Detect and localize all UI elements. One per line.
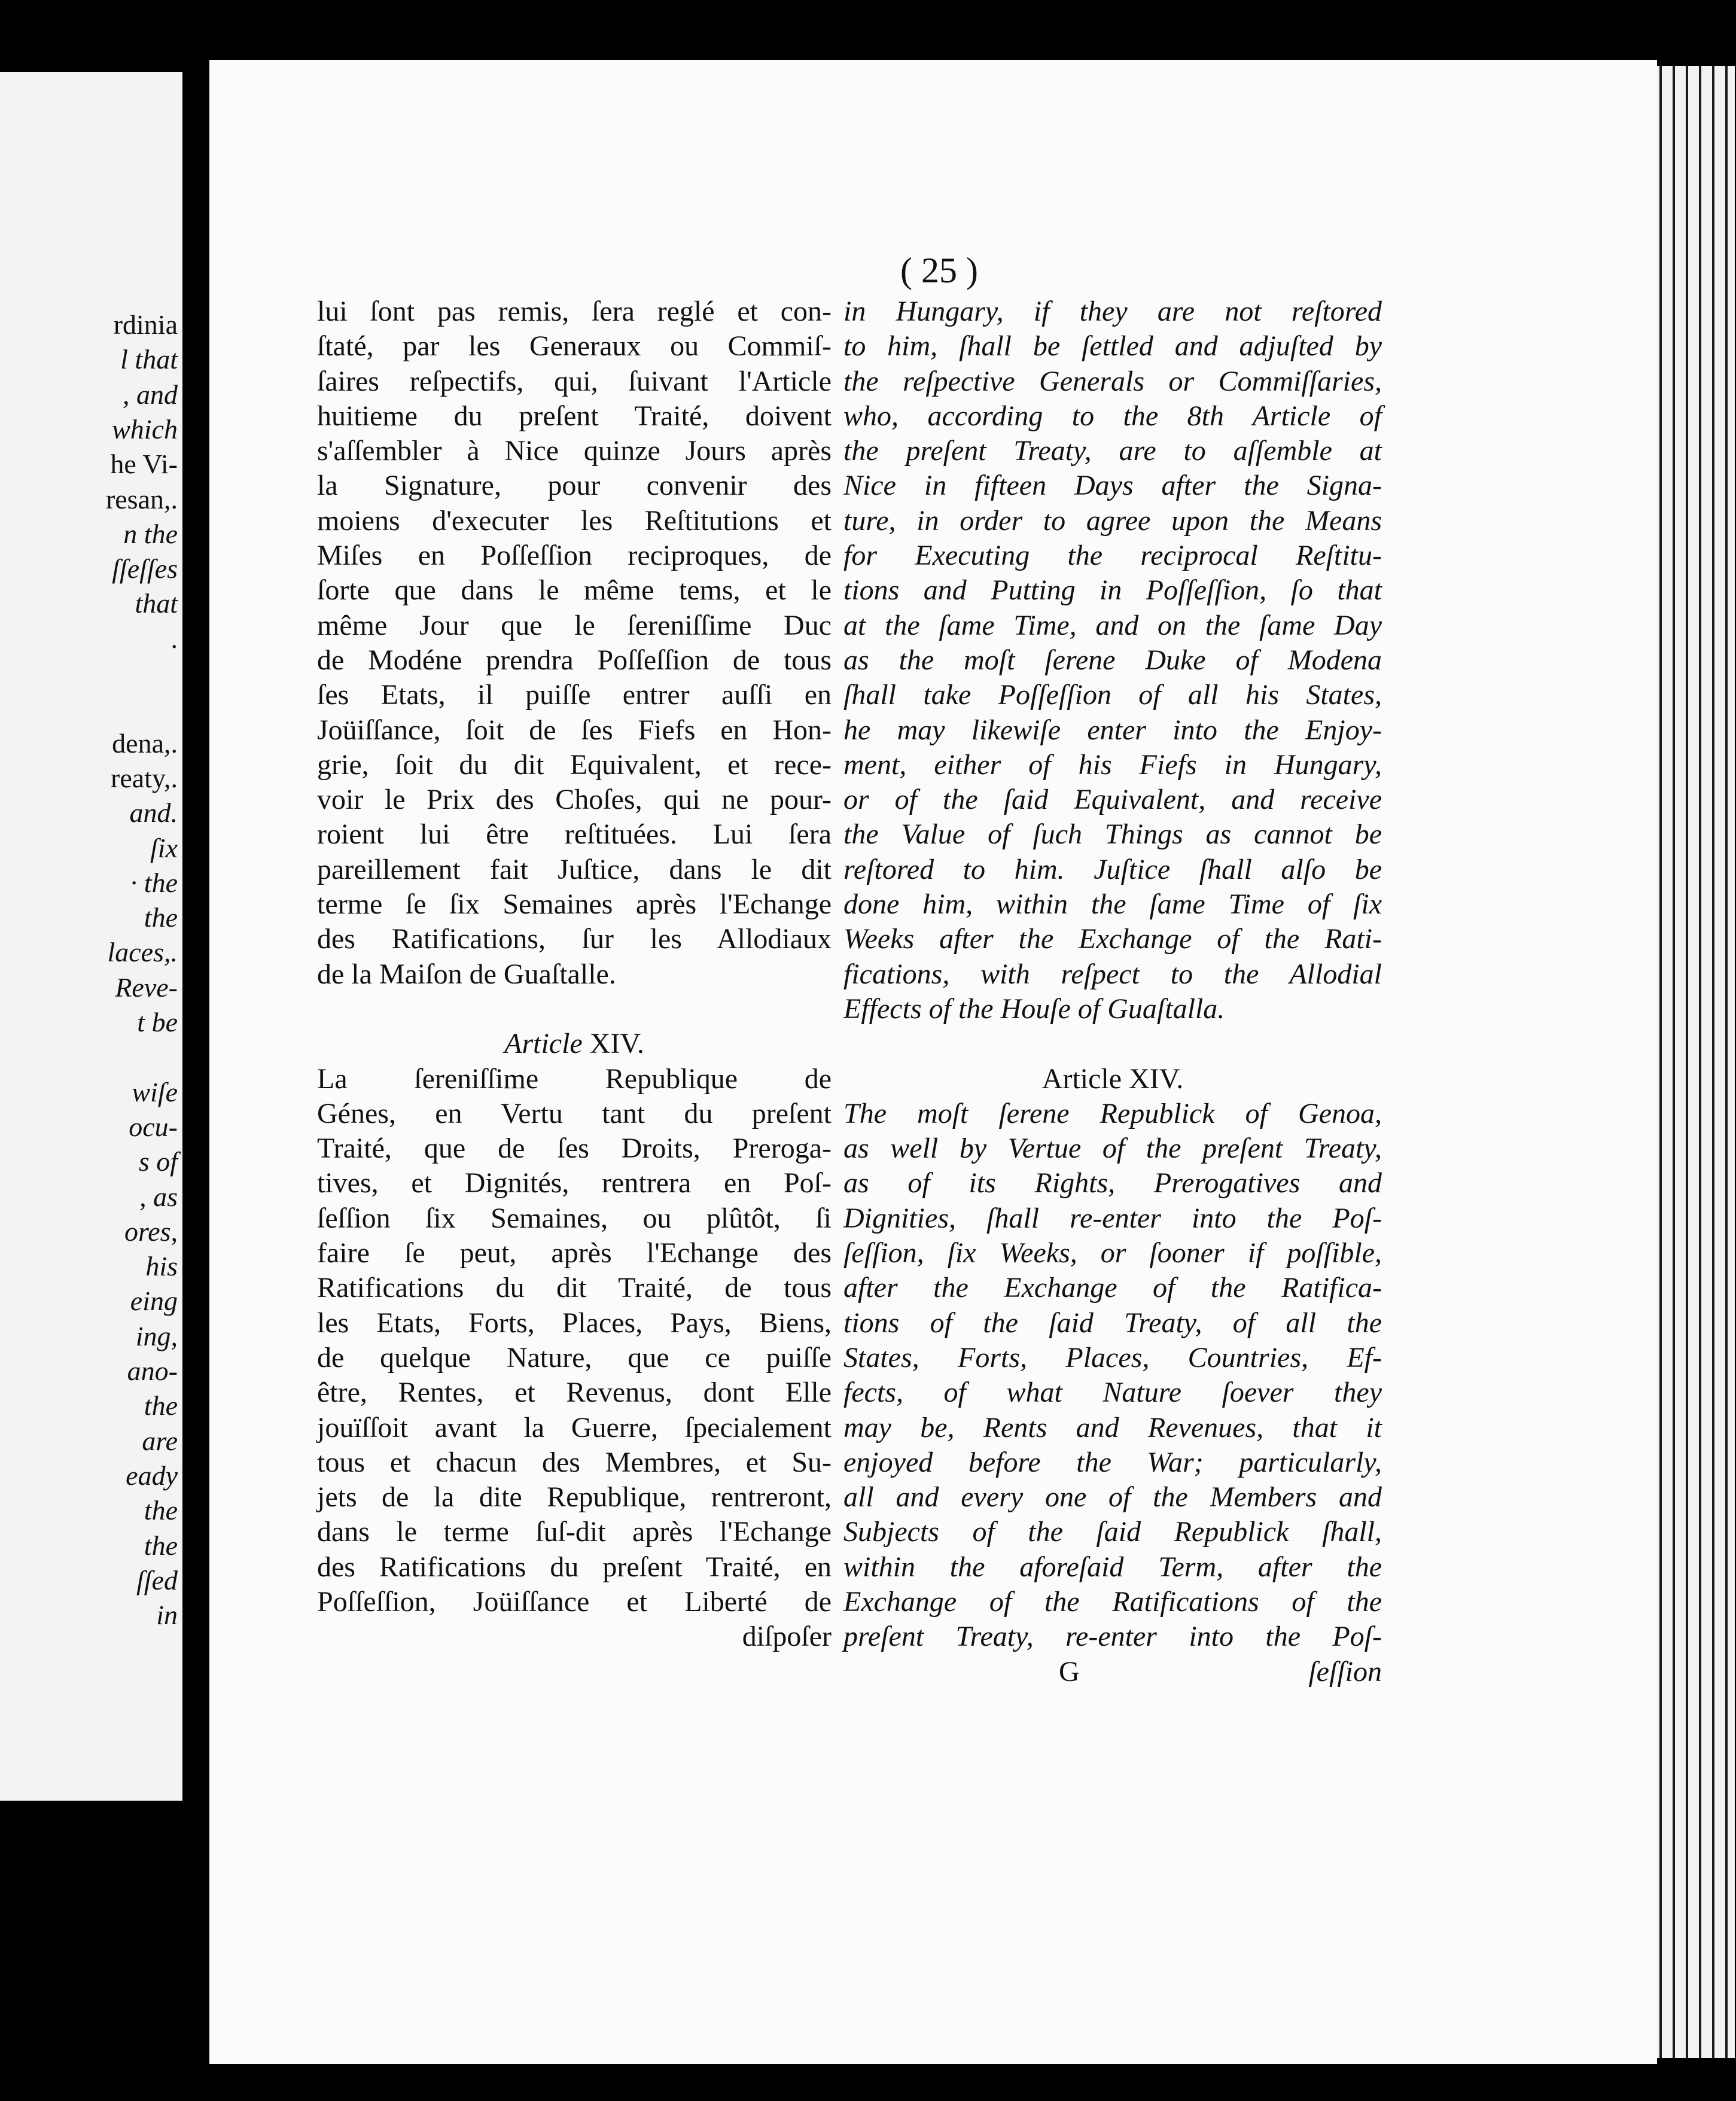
left-page-fragment: rdinia [113,309,178,340]
text-line: enjoyed before the War; particularly, [843,1446,1382,1478]
text-line: within the aforeſaid Term, after the [843,1551,1382,1583]
previous-page-edge [0,72,182,1801]
left-page-fragment: eady [126,1460,178,1491]
left-page-fragment: . [170,623,178,654]
text-line: after the Exchange of the Ratifica- [843,1272,1382,1304]
text-line: Poſſeſſion, Joüiſſance et Liberté de [317,1585,832,1618]
text-line: des Ratifications, ſur les Allodiaux [317,923,832,955]
text-line: Weeks after the Exchange of the Rati- [843,923,1382,955]
left-page-fragment: , and [123,379,178,410]
left-page-fragment: his [145,1251,178,1282]
left-page-fragment: he Vi- [110,449,178,480]
left-page-fragment: ano- [127,1356,178,1386]
left-page-fragment: ing, [135,1320,178,1351]
text-line: done him, within the ſame Time of ſix [843,888,1382,921]
text-line: States, Forts, Places, Countries, Ef- [843,1341,1382,1374]
text-line: Nice in fifteen Days after the Signa- [843,470,1382,502]
text-line: fications, with reſpect to the Allodial [843,958,1382,990]
french-paragraph-1 [317,294,832,992]
english-paragraph-1 [843,294,1382,1027]
text-line: lui ſont pas remis, ſera reglé et con- [317,296,832,327]
left-page-fragment: l that [120,344,178,375]
left-page-fragment: t be [137,1007,178,1037]
left-page-fragment: , as [139,1181,178,1212]
text-line: de quelque Nature, que ce puiſſe [317,1341,832,1374]
text-line: tous et chacun des Membres, et Su- [317,1446,832,1478]
text-line: for Executing the reciprocal Reſtitu- [843,540,1382,572]
text-line: des Ratifications du preſent Traité, en [317,1551,832,1583]
text-line: tions and Putting in Poſſeſſion, ſo that [843,574,1382,607]
left-page-fragment: wiſe [132,1076,178,1107]
text-line: dans le terme ſuſ-dit après l'Echange [317,1516,832,1548]
english-paragraph-2 [843,1097,1382,1655]
french-paragraph-2 [317,1062,832,1620]
text-line: faire ſe peut, après l'Echange des [317,1237,832,1269]
page-number: ( 25 ) [900,251,978,290]
text-line: s'aſſembler à Nice quinze Jours après [317,435,832,467]
left-page-fragment: ſſeſſes [112,553,178,584]
document-page [209,60,1657,2064]
text-line: or of the ſaid Equivalent, and receive [843,784,1382,816]
text-line: les Etats, Forts, Places, Pays, Biens, [317,1307,832,1339]
text-line: voir le Prix des Choſes, qui ne pour- [317,784,832,816]
french-catchword: diſpoſer [742,1621,832,1653]
left-page-fragment: which [112,413,178,444]
text-line: he may likewiſe enter into the Enjoy- [843,714,1382,746]
text-line: ſtaté, par les Generaux ou Commiſ- [317,330,832,363]
text-line: ſeſſion ſix Semaines, ou plûtôt, ſi [317,1202,832,1234]
left-page-fragment: laces,. [107,937,178,968]
text-line: the reſpective Generals or Commiſſaries, [843,365,1382,397]
text-line: moiens d'executer les Reſtitutions et [317,504,832,537]
text-line: ſes Etats, il puiſſe entrer auſſi en [317,679,832,711]
text-line: the Value of ſuch Things as cannot be [843,818,1382,851]
left-page-fragment: resan,. [105,483,178,514]
text-line: the preſent Treaty, are to aſſemble at [843,435,1382,467]
text-line: as the moſt ſerene Duke of Modena [843,644,1382,676]
text-line: tions of the ſaid Treaty, of all the [843,1307,1382,1339]
text-line: as of its Rights, Prerogatives and [843,1167,1382,1199]
text-line: to him, ſhall be ſettled and adjuſted by [843,330,1382,363]
left-page-fragment: in [156,1600,178,1631]
text-line: grie, ſoit du dit Equivalent, et rece- [317,748,832,781]
left-page-fragment: s of [138,1146,178,1177]
left-page-fragment: Reve- [115,972,178,1003]
left-page-fragment: ocu- [129,1111,178,1142]
text-line: être, Rentes, et Revenus, dont Elle [317,1377,832,1409]
french-column [317,294,832,1655]
text-line: huitieme du preſent Traité, doivent [317,400,832,432]
text-line: Miſes en Poſſeſſion reciproques, de [317,540,832,572]
english-column [843,294,1382,1689]
text-line: jets de la dite Republique, rentreront, [317,1481,832,1514]
text-line: Génes, en Vertu tant du preſent [317,1097,832,1129]
left-page-fragment: the [144,1530,178,1561]
text-line: tives, et Dignités, rentrera en Poſ- [317,1167,832,1199]
text-line: reſtored to him. Juſtice ſhall alſo be [843,853,1382,885]
left-page-fragment: n the [123,518,178,549]
text-line: de Modéne prendra Poſſeſſion de tous [317,644,832,676]
french-article-word: Article [504,1028,583,1060]
left-page-fragment: · the [130,867,178,898]
text-line: La ſereniſſime Republique de [317,1062,832,1095]
signature-line [843,1655,1382,1689]
left-page-fragment: and. [129,797,178,829]
left-page-fragment: dena,. [112,727,178,759]
text-line: Subjects of the ſaid Republick ſhall, [843,1516,1382,1548]
text-line: jouïſſoit avant la Guerre, ſpecialement [317,1411,832,1444]
left-page-fragment: that [135,588,178,619]
left-page-fragment: eing [130,1286,178,1317]
french-article-number: XIV. [589,1028,644,1060]
text-line: The moſt ſerene Republick of Genoa, [843,1097,1382,1129]
left-page-fragment: the [144,1495,178,1526]
left-page-fragment: the [144,902,178,933]
text-line: ſeſſion, ſix Weeks, or ſooner if poſſible, [843,1237,1382,1269]
left-page-fragment: are [142,1425,178,1456]
left-page-fragment: ſix [150,832,178,863]
text-line: Ratifications du dit Traité, de tous [317,1272,832,1304]
text-line: Dignities, ſhall re-enter into the Poſ- [843,1202,1382,1234]
english-article-heading: Article XIV. [1041,1062,1184,1095]
text-line: in Hungary, if they are not reſtored [843,296,1382,327]
text-line: ſaires reſpectifs, qui, ſuivant l'Article [317,365,832,397]
text-line: as well by Vertue of the preſent Treaty, [843,1132,1382,1165]
text-line: ment, either of his Fiefs in Hungary, [843,748,1382,781]
left-page-fragment: ores, [124,1216,178,1247]
text-line: may be, Rents and Revenues, that it [843,1411,1382,1444]
left-page-fragment: reaty,. [111,762,178,793]
text-line: la Signature, pour convenir des [317,470,832,502]
left-page-fragment: ſſed [136,1564,178,1595]
text-line: ſorte que dans le même tems, et le [317,574,832,607]
english-catchword: ſeſſion [1308,1655,1382,1688]
text-line: ſhall take Poſſeſſion of all his States, [843,679,1382,711]
text-line: all and every one of the Members and [843,1481,1382,1514]
text-line: terme ſe ſix Semaines après l'Echange [317,888,832,921]
text-line: Effects of the Houſe of Guaſtalla. [843,992,1225,1025]
text-line: who, according to the 8th Article of [843,400,1382,432]
text-line: de la Maiſon de Guaſtalle. [317,958,616,990]
text-line: même Jour que le ſereniſſime Duc [317,609,832,641]
text-line: fects, of what Nature ſoever they [843,1377,1382,1409]
text-line: at the ſame Time, and on the ſame Day [843,609,1382,641]
text-line: Exchange of the Ratifications of the [843,1585,1382,1618]
text-line: roient lui être reſtituées. Lui ſera [317,818,832,851]
text-line: Traité, que de ſes Droits, Preroga- [317,1132,832,1165]
text-line: ture, in order to agree upon the Means [843,504,1382,537]
text-line: preſent Treaty, re-enter into the Poſ- [843,1621,1382,1653]
text-line: pareillement fait Juſtice, dans le dit [317,853,832,885]
signature-mark: G [1059,1655,1080,1688]
left-page-fragment: the [144,1390,178,1421]
french-article-heading [317,1027,832,1061]
text-line: Joüiſſance, ſoit de ſes Fiefs en Hon- [317,714,832,746]
